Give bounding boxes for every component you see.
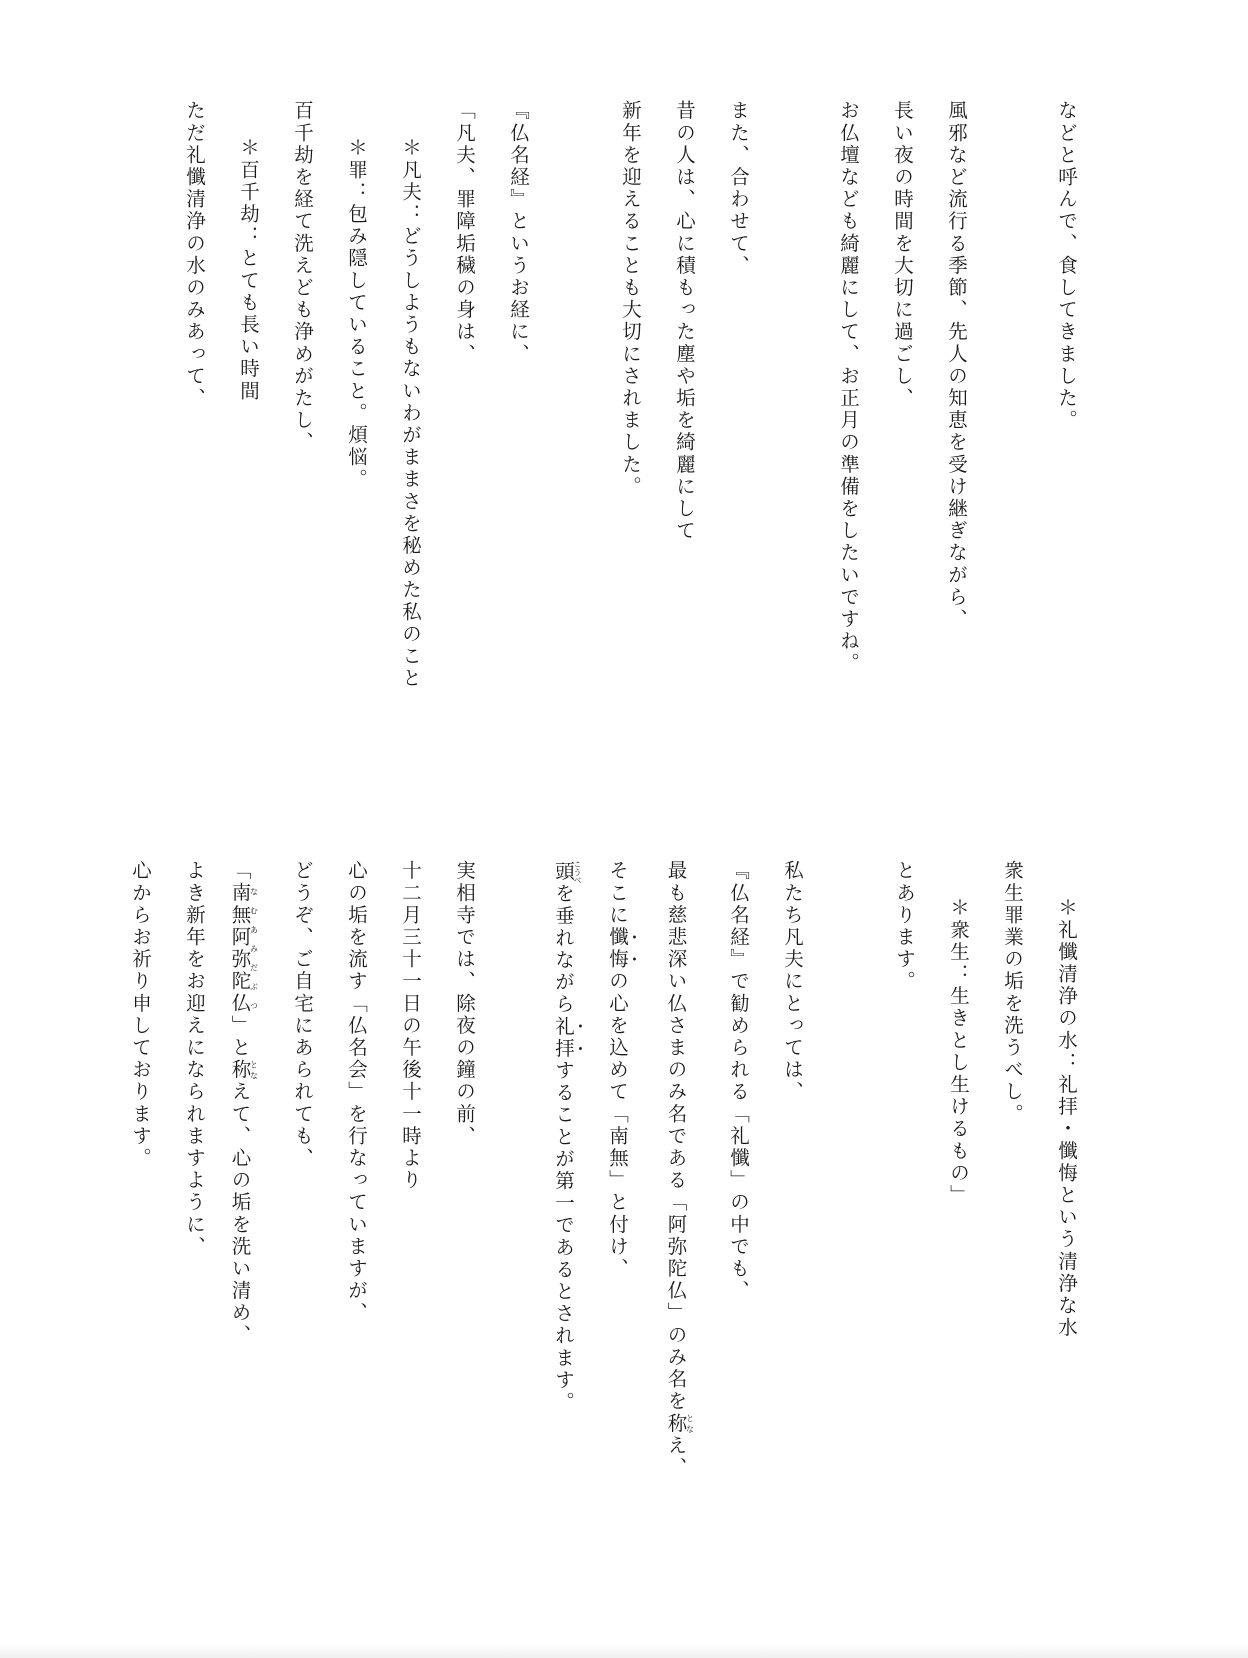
note-line: ＊衆生：生きとし生けるもの」 [947,897,970,1207]
text-line: 『仏名経』で勧められる「礼懺」の中でも、 [727,860,750,1302]
line-segment: 最も慈悲深い仏さまのみ名である「阿弥陀仏」のみ名を [664,860,688,1413]
text-line: 心からお祈り申しております。 [129,860,152,1170]
text-line: どうぞ、ご自宅にあられても、 [291,860,314,1170]
text-line: などと呼んで、食してきました。 [1055,100,1078,432]
text-line: 十二月三十一日の午後十一時より [399,860,422,1192]
text-line: お仏壇なども綺麗にして、お正月の準備をしたいですね。 [837,100,860,675]
text-line: また、合わせて、 [727,100,750,277]
ruby-base: 南無阿弥陀仏 [228,882,252,1015]
note-line: ＊礼懺清浄の水：礼拝・懺悔という清浄な水 [1055,897,1078,1339]
line-segment: え、 [664,1434,688,1479]
text-line: ただ礼懺清浄の水のみあって、 [183,100,206,410]
text-line: 長い夜の時間を大切に過ごし、 [891,100,914,410]
text-line-with-ruby [552,860,586,1413]
text-line: 実相寺では、除夜の鐘の前、 [453,860,476,1148]
text-line: 百千劫を経て洗えども浄めがたし、 [291,100,314,454]
ruby-base: 頭 [552,860,575,884]
emphasized-word: 懺悔 [606,926,629,971]
ruby-word [228,1058,259,1082]
text-line: よき新年をお迎えになられますように、 [183,860,206,1258]
text-line: 『仏名経』というお経に、 [507,100,530,366]
upper-text-block [0,100,1248,780]
text-line: 心の垢を流す「仏名会」を行なっていますが、 [345,860,368,1325]
line-segment: することが第一であるとされます。 [552,1059,575,1414]
text-line: 風邪など流行る季節、先人の知恵を受け継ぎながら、 [945,100,968,631]
ruby-reading: とな [249,1058,259,1082]
emphasized-word: 礼拝 [552,1015,575,1060]
ruby-word [228,882,259,1015]
ruby-reading: こうべ [573,860,582,884]
page-bottom-edge [0,1644,1248,1658]
note-line: ＊百千劫：とても長い時間 [237,137,260,403]
text-line: 私たち凡夫にとっては、 [781,860,804,1104]
line-segment: そこに [606,860,629,927]
line-segment: 「 [228,860,252,883]
ruby-base: 称 [664,1412,688,1435]
lower-text-block [0,860,1248,1540]
ruby-word [552,860,582,884]
line-segment: を垂れながら [552,883,575,1016]
ruby-word [664,1412,695,1435]
text-line-with-ruby [230,860,258,1346]
text-line: とあります。 [893,860,916,993]
text-line: 「凡夫、罪障垢穢の身は、 [453,100,476,366]
ruby-base: 称 [228,1058,252,1082]
line-segment: の心を込めて「南無」と付け、 [606,970,629,1280]
text-line-with-ruby [666,860,694,1479]
note-line: ＊罪：包み隠していること。煩悩。 [345,137,368,491]
text-line: 衆生罪業の垢を洗うべし。 [1001,860,1024,1126]
line-segment: 」と [228,1014,252,1059]
text-line: 昔の人は、心に積もった塵や垢を綺麗にして [673,100,696,542]
note-line: ＊凡夫：どうしようもないわがままさを秘めた私のこと [399,137,422,690]
ruby-reading: とな [685,1412,695,1435]
line-segment: えて、心の垢を洗い清め、 [228,1081,252,1347]
text-line-with-emphasis [606,860,640,1280]
text-line: 新年を迎えることも大切にされました。 [619,100,642,498]
ruby-reading: なむあみだぶつ [249,882,259,1015]
